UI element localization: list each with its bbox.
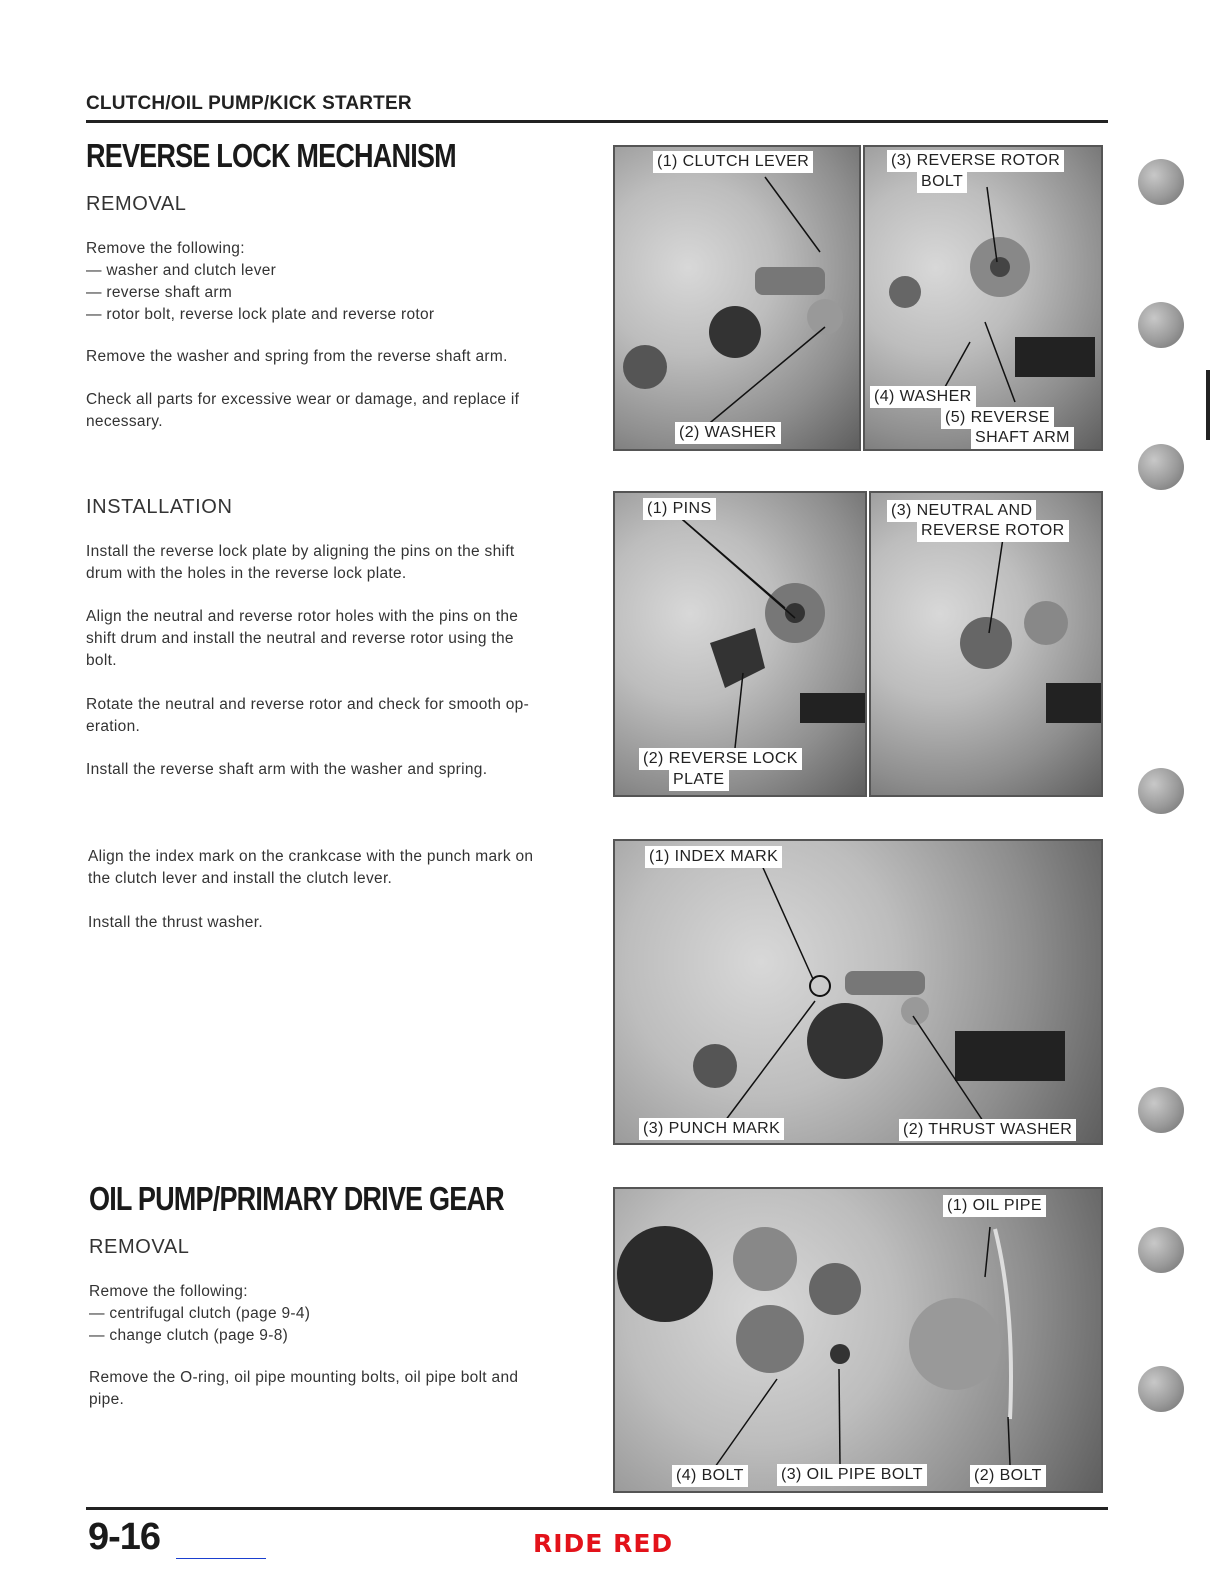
removal-list-2 [89, 1281, 310, 1347]
callout-index-mark: (1) INDEX MARK [645, 846, 782, 868]
photo-index-mark-drawing [615, 841, 1101, 1143]
list-item: — rotor bolt, reverse lock plate and reverse rotor [86, 306, 435, 323]
callout-reverse-lock-plate-1: (2) REVERSE LOCK [639, 748, 802, 770]
paragraph-line: Install the reverse shaft arm with the washer and spring. [86, 761, 488, 778]
paragraph-line: Install the reverse lock plate by aligning the pins on the shift [86, 543, 515, 560]
footer-rule [86, 1507, 1108, 1510]
paragraph-line: shift drum and install the neutral and reverse rotor using the [86, 630, 514, 647]
install-paragraph-4 [86, 759, 487, 781]
callout-washer-4: (4) WASHER [870, 386, 976, 408]
paragraph-line: bolt. [86, 652, 117, 669]
removal-paragraph-1 [86, 346, 508, 368]
callout-bolt-2: (2) BOLT [970, 1465, 1046, 1487]
callout-washer: (2) WASHER [675, 422, 781, 444]
callout-oil-pipe: (1) OIL PIPE [943, 1195, 1046, 1217]
paragraph-line: the clutch lever and install the clutch lever. [88, 870, 393, 887]
paragraph-line: Rotate the neutral and reverse rotor and check for smooth op- [86, 696, 530, 713]
install-paragraph-1 [86, 541, 514, 585]
section-title-reverse-lock: REVERSE LOCK MECHANISM [86, 137, 456, 174]
callout-reverse-shaft-arm-1: (5) REVERSE [941, 407, 1054, 429]
paragraph-line: Remove the O-ring, oil pipe mounting bolts, oil pipe bolt and [89, 1369, 519, 1386]
photo-oil-pipe [613, 1187, 1103, 1493]
photo-index-mark [613, 839, 1103, 1145]
thumb-tab [1138, 159, 1184, 205]
callout-neutral-reverse-rotor-2: REVERSE ROTOR [917, 520, 1069, 542]
paragraph-line: Align the index mark on the crankcase with the punch mark on [88, 848, 534, 865]
section-header: CLUTCH/OIL PUMP/KICK STARTER [86, 93, 412, 114]
list-item: — change clutch (page 9-8) [89, 1327, 289, 1344]
paragraph-line: Remove the washer and spring from the reverse shaft arm. [86, 348, 508, 365]
removal-paragraph-2 [86, 389, 519, 433]
install-paragraph-5 [88, 846, 533, 890]
photo-neutral-reverse-rotor [869, 491, 1103, 797]
brand-logo: RIDE RED [533, 1529, 674, 1558]
page-number: 9-16 [88, 1516, 161, 1558]
thumb-tab [1138, 1366, 1184, 1412]
thumb-tab [1138, 1227, 1184, 1273]
paragraph-line: eration. [86, 718, 141, 735]
paragraph-line: necessary. [86, 413, 163, 430]
photo-oil-pipe-drawing [615, 1189, 1101, 1491]
callout-reverse-lock-plate-2: PLATE [669, 769, 729, 791]
installation-heading: INSTALLATION [86, 496, 233, 518]
callout-reverse-shaft-arm-2: SHAFT ARM [971, 427, 1074, 449]
callout-bolt-4: (4) BOLT [672, 1465, 748, 1487]
removal-intro: Remove the following: [86, 240, 245, 257]
callout-reverse-rotor-bolt-1: (3) REVERSE ROTOR [887, 150, 1064, 172]
callout-neutral-reverse-rotor-1: (3) NEUTRAL AND [887, 500, 1036, 522]
header-rule [86, 120, 1108, 123]
photo-pins [613, 491, 867, 797]
paragraph-line: Check all parts for excessive wear or damage, and replace if [86, 391, 520, 408]
photo-clutch-lever [613, 145, 861, 451]
callout-reverse-rotor-bolt-2: BOLT [917, 171, 967, 193]
removal-heading-2: REMOVAL [89, 1236, 190, 1258]
install-paragraph-3 [86, 694, 529, 738]
thumb-tab [1138, 444, 1184, 490]
photo-clutch-lever-drawing [615, 147, 859, 449]
paragraph-line: pipe. [89, 1391, 125, 1408]
list-item: — washer and clutch lever [86, 262, 277, 279]
paragraph-line: drum with the holes in the reverse lock plate. [86, 565, 407, 582]
callout-pins: (1) PINS [643, 498, 716, 520]
section-title-oil-pump: OIL PUMP/PRIMARY DRIVE GEAR [89, 1180, 504, 1217]
callout-punch-mark: (3) PUNCH MARK [639, 1118, 784, 1140]
photo-reverse-rotor [863, 145, 1103, 451]
removal-heading: REMOVAL [86, 193, 187, 215]
thumb-tab [1138, 768, 1184, 814]
list-item: — centrifugal clutch (page 9-4) [89, 1305, 311, 1322]
removal-paragraph-3 [89, 1367, 518, 1411]
paragraph-line: Align the neutral and reverse rotor holes with the pins on the [86, 608, 519, 625]
edge-mark [1206, 370, 1210, 440]
callout-thrust-washer: (2) THRUST WASHER [899, 1119, 1076, 1141]
removal-list [86, 238, 434, 326]
install-paragraph-6 [88, 912, 263, 934]
page-number-underline [176, 1558, 266, 1559]
list-item: — reverse shaft arm [86, 284, 233, 301]
thumb-tab [1138, 302, 1184, 348]
callout-oil-pipe-bolt: (3) OIL PIPE BOLT [777, 1464, 927, 1486]
install-paragraph-2 [86, 606, 518, 672]
callout-clutch-lever: (1) CLUTCH LEVER [653, 151, 813, 173]
removal-intro: Remove the following: [89, 1283, 248, 1300]
thumb-tab [1138, 1087, 1184, 1133]
paragraph-line: Install the thrust washer. [88, 914, 263, 931]
